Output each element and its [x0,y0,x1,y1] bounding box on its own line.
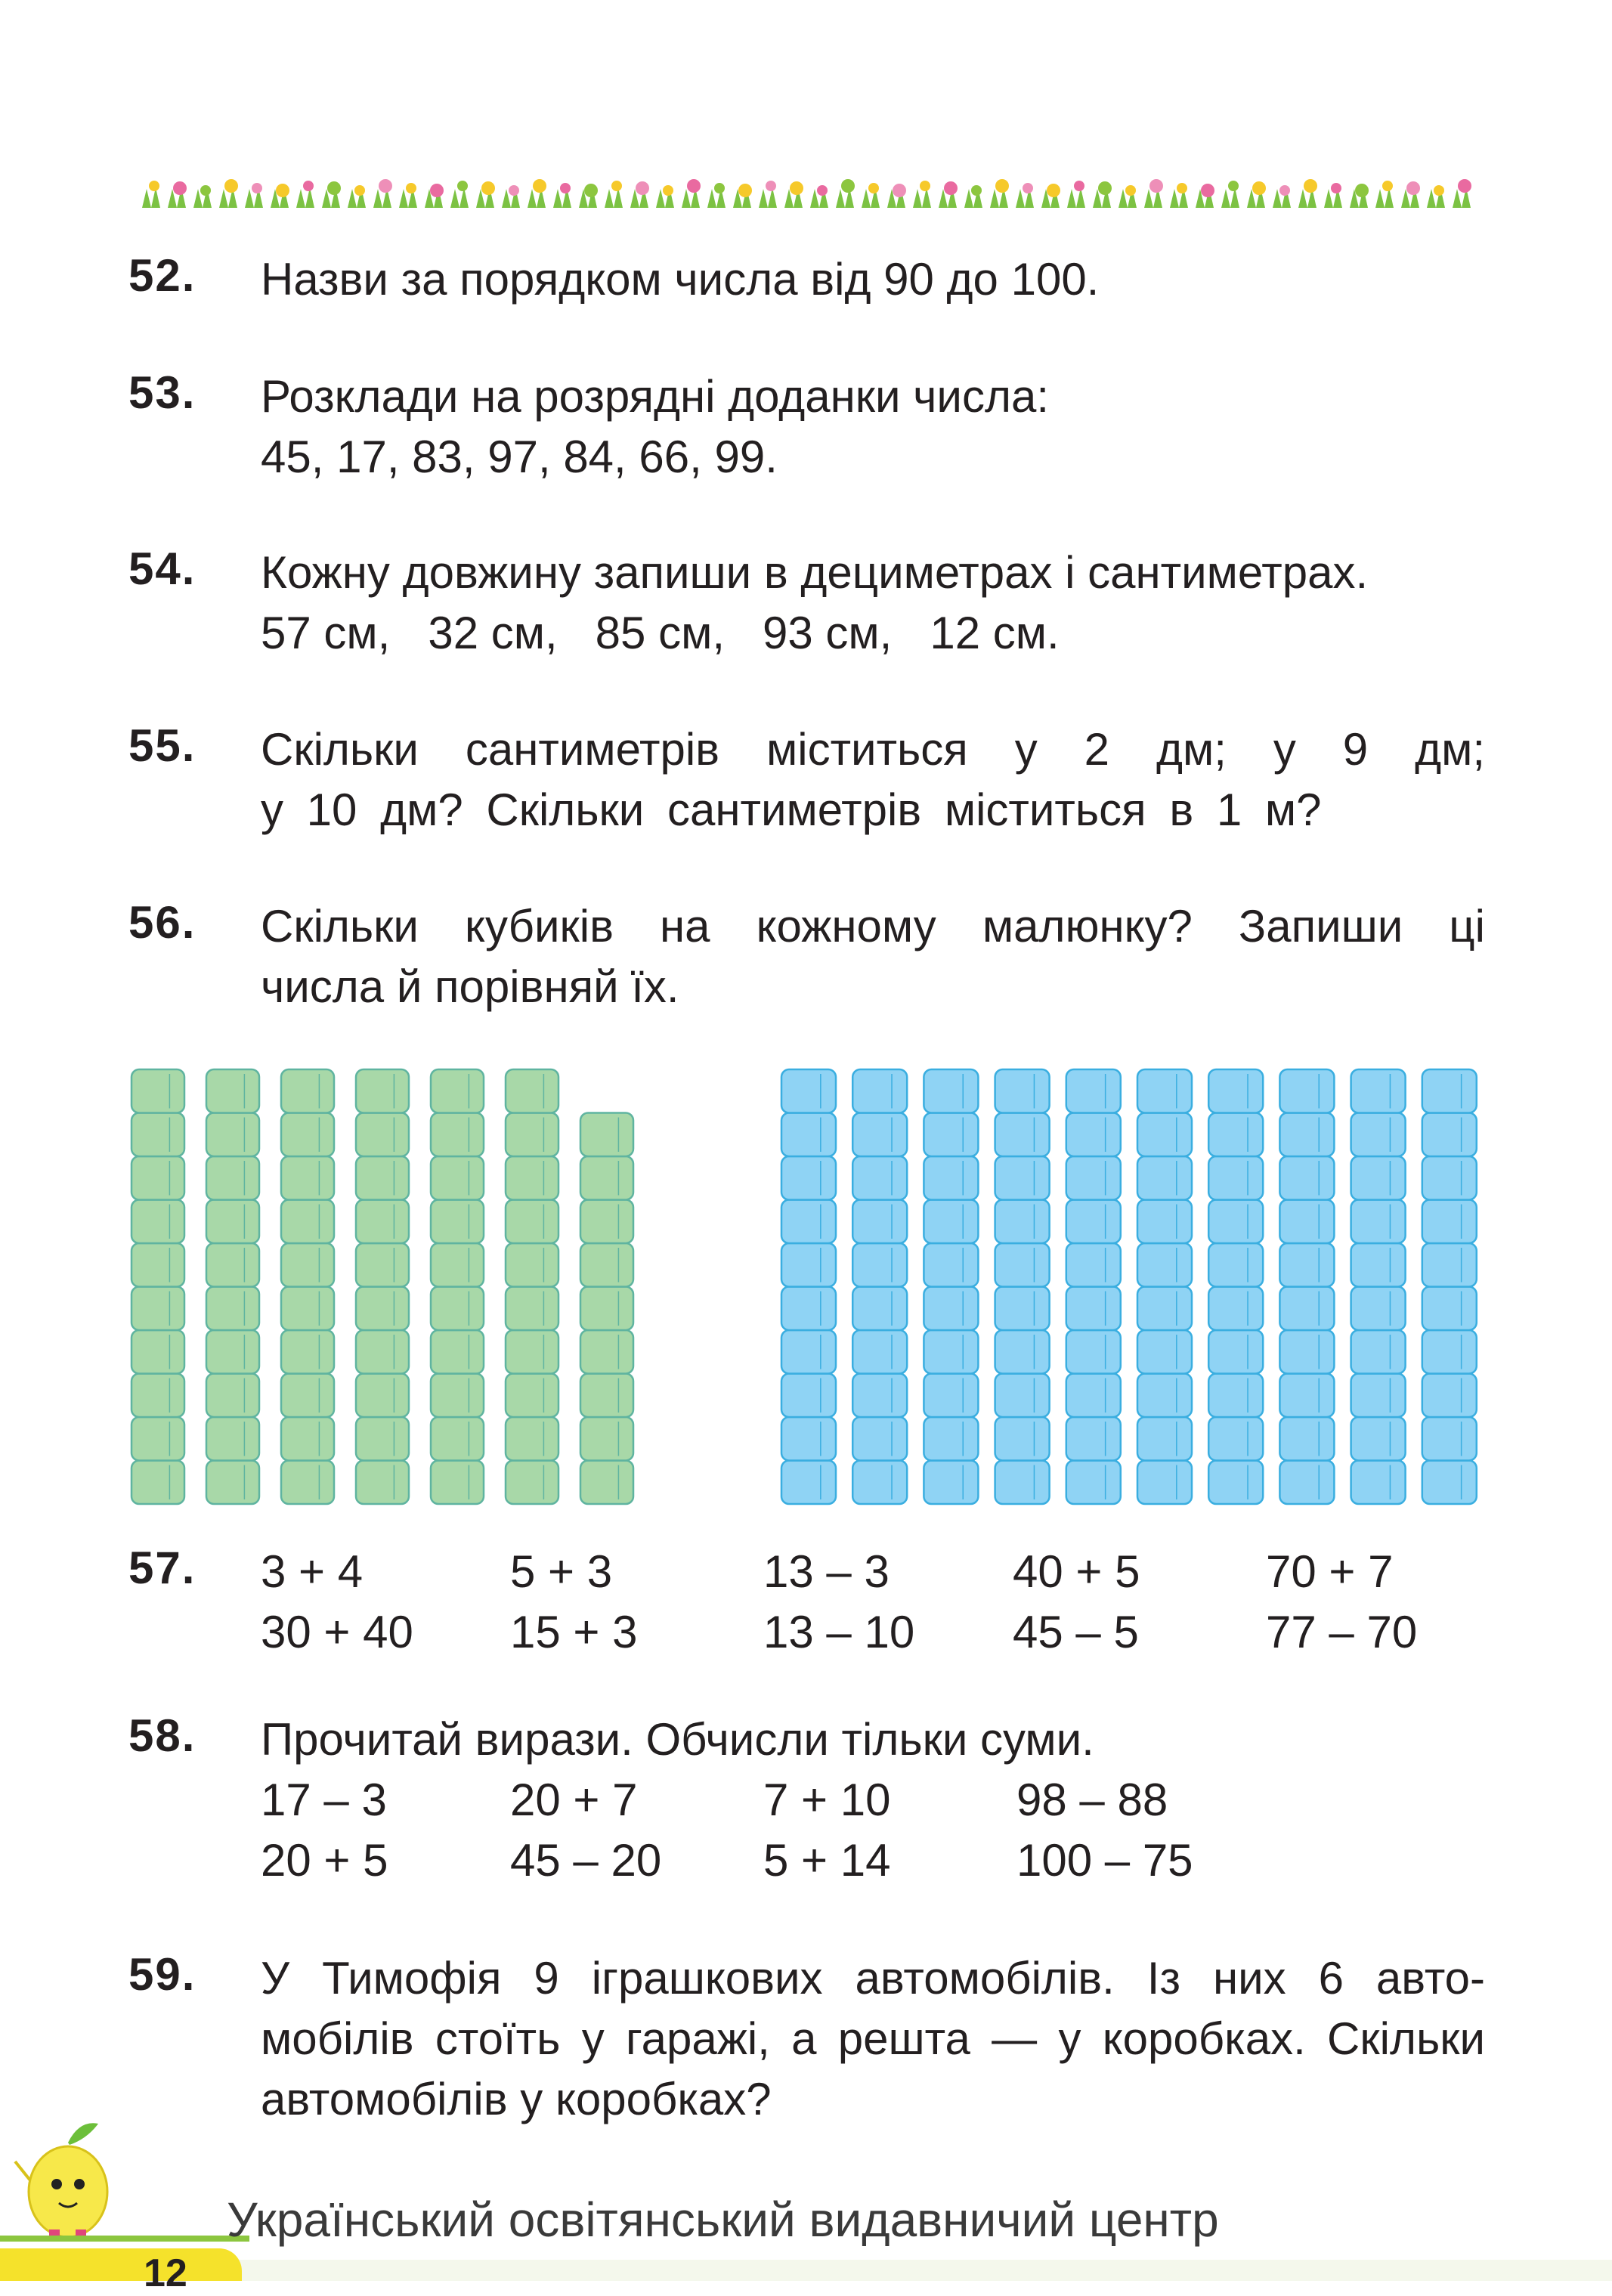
publisher-name: Український освітянський видавничий центр [227,2192,1219,2247]
cube-column [1351,1069,1406,1504]
cube [206,1461,259,1505]
flower-or-chick [1331,183,1341,193]
flower-or-chick [944,181,958,195]
task-text-2: числа й порівняй їх. [261,961,679,1012]
task-number: 56. [128,897,196,948]
cube [1422,1200,1477,1244]
expression: 100 – 75 [1016,1835,1193,1886]
flower-or-chick [738,184,752,197]
cube [1422,1461,1477,1505]
task-lengths: 57 см, 32 см, 85 см, 93 см, 12 см. [261,608,1060,658]
task-text: У Тимофія 9 іграшкових автомобілів. Із них 6 авто- [261,1953,1485,2004]
cube [995,1156,1050,1200]
cube [1351,1287,1406,1331]
flower-or-chick [173,181,187,195]
cube [281,1200,334,1244]
flower-or-chick [481,181,495,195]
cube [580,1113,633,1157]
lemon-mascot-icon [8,2109,136,2241]
cube [781,1287,836,1331]
cube [1066,1330,1121,1374]
expression: 20 + 5 [261,1835,388,1886]
flower-or-chick [1201,184,1214,197]
cube [995,1200,1050,1244]
cube [852,1200,907,1244]
expression: 7 + 10 [763,1775,891,1825]
cube [131,1374,184,1418]
cube [781,1461,836,1505]
cube [356,1069,409,1113]
expression: 3 + 4 [261,1546,364,1597]
flower-or-chick [893,184,906,197]
cube [131,1069,184,1113]
expression: 40 + 5 [1013,1546,1140,1597]
cube [431,1069,484,1113]
cube-column [506,1069,558,1504]
task-number: 59. [128,1949,196,2000]
task-text: Скільки кубиків на кожному малюнку? Запиши ці [261,901,1485,952]
task-number: 54. [128,543,196,594]
cube [995,1243,1050,1287]
expression: 20 + 7 [510,1775,638,1825]
grass-tuft [913,187,931,208]
cube [1422,1156,1477,1200]
cube [995,1417,1050,1461]
cube [1208,1287,1263,1331]
cube [1351,1461,1406,1505]
expression: 17 – 3 [261,1775,387,1825]
flower-or-chick [971,185,982,196]
task-number: 55. [128,720,196,771]
cube [852,1417,907,1461]
flower-or-chick [509,185,519,196]
cube [580,1461,633,1505]
cube [506,1069,558,1113]
cube [781,1156,836,1200]
cube [852,1069,907,1113]
cube [1066,1461,1121,1505]
cube [506,1200,558,1244]
flower-or-chick [1304,179,1317,193]
flower-or-chick [1355,184,1369,197]
cube [281,1287,334,1331]
cube [1279,1417,1334,1461]
cube [206,1069,259,1113]
flower-or-chick [1023,183,1033,193]
expression: 45 – 20 [510,1835,662,1886]
cube [1208,1113,1263,1157]
cube [431,1156,484,1200]
cube [781,1374,836,1418]
cube [131,1156,184,1200]
task-text-3: автомобілів у коробках? [261,2074,772,2124]
cube [131,1200,184,1244]
cube [206,1156,259,1200]
flower-or-chick [687,179,701,193]
cube [281,1461,334,1505]
cube [1137,1156,1192,1200]
cube [1066,1243,1121,1287]
cube [924,1374,978,1418]
cube [1137,1461,1192,1505]
cube-column [580,1113,633,1505]
task-text-2: у 10 дм? Скільки сантиметрів міститься в 1 м? [261,784,1322,835]
cube [356,1156,409,1200]
cube [1208,1243,1263,1287]
cube [924,1200,978,1244]
cube [281,1069,334,1113]
expression: 15 + 3 [510,1607,638,1657]
flower-or-chick [1382,181,1393,191]
cube-column [356,1069,409,1504]
cube [131,1243,184,1287]
flower-or-chick [149,181,159,191]
cube [580,1374,633,1418]
task-text: Скільки сантиметрів міститься у 2 дм; у 9 дм; [261,724,1485,775]
flower-or-chick [533,179,546,193]
cube [281,1417,334,1461]
cube [1279,1113,1334,1157]
cube [1137,1330,1192,1374]
cube [356,1243,409,1287]
cube [1137,1417,1192,1461]
cube-column [1137,1069,1192,1504]
cube [1351,1417,1406,1461]
flower-or-chick [663,185,673,196]
cube [506,1461,558,1505]
cube [1422,1287,1477,1331]
cube-column [1422,1069,1477,1504]
task-text-2: мобілів стоїть у гаражі, а решта — у коробках. Скільки [261,2013,1485,2064]
flower-or-chick [430,184,444,197]
cube [781,1417,836,1461]
cube [995,1069,1050,1113]
cube-column [852,1069,907,1504]
flower-or-chick [457,181,468,191]
expression: 5 + 14 [763,1835,891,1886]
cube [1137,1069,1192,1113]
cube [580,1243,633,1287]
cube-column [1066,1069,1121,1504]
cube [924,1287,978,1331]
cube [1351,1156,1406,1200]
flower-or-chick [303,181,314,191]
cube-column [995,1069,1050,1504]
cube [1208,1461,1263,1505]
cube [431,1461,484,1505]
cube [506,1156,558,1200]
task-text: Прочитай вирази. Обчисли тільки суми. [261,1714,1094,1765]
cube-column [206,1069,259,1504]
grass-tuft [1375,187,1394,208]
cube [852,1374,907,1418]
cube [580,1200,633,1244]
flower-or-chick [354,185,365,196]
cube [995,1287,1050,1331]
flower-or-chick [252,183,262,193]
flower-or-chick [406,183,416,193]
cube [1279,1069,1334,1113]
cube [431,1417,484,1461]
cube [431,1200,484,1244]
cube [995,1113,1050,1157]
cube [1351,1243,1406,1287]
cube [1137,1200,1192,1244]
cube [852,1113,907,1157]
blue-cubes-figure [778,1062,1489,1508]
cube [1422,1243,1477,1287]
cube [580,1330,633,1374]
flower-or-chick [1047,184,1060,197]
cube [206,1374,259,1418]
cube [1422,1417,1477,1461]
cube [356,1330,409,1374]
cube [1422,1069,1477,1113]
cube [924,1113,978,1157]
flower-or-chick [766,181,776,191]
cube [206,1330,259,1374]
flower-or-chick [276,184,289,197]
flower-or-chick [995,179,1009,193]
cube [356,1113,409,1157]
flower-or-chick [1406,181,1420,195]
cube [580,1417,633,1461]
cube [1422,1374,1477,1418]
cube [1351,1330,1406,1374]
cube [781,1243,836,1287]
cube-column [1279,1069,1334,1504]
task-number: 52. [128,250,196,301]
grass-tuft [296,187,314,208]
cube [924,1417,978,1461]
flower-or-chick [1228,181,1239,191]
flower-or-chick [611,181,622,191]
cube [1066,1069,1121,1113]
cube [131,1113,184,1157]
cube [995,1374,1050,1418]
cube [1066,1200,1121,1244]
flower-or-chick [200,185,211,196]
footer-green-rule [0,2236,249,2242]
cube [506,1113,558,1157]
page-number: 12 [144,2251,187,2295]
cube [431,1374,484,1418]
cube [1137,1243,1192,1287]
expression: 5 + 3 [510,1546,613,1597]
cube [356,1287,409,1331]
flower-or-chick [1279,185,1290,196]
cube [431,1113,484,1157]
cube [1279,1374,1334,1418]
green-cubes-figure [128,1062,642,1508]
flower-or-chick [636,181,649,195]
cube [852,1287,907,1331]
flower-or-chick [584,184,598,197]
grass-tuft [142,187,160,208]
cube [1066,1374,1121,1418]
cube [281,1374,334,1418]
cube [506,1330,558,1374]
cube [1351,1200,1406,1244]
cube [431,1330,484,1374]
cube [131,1417,184,1461]
flower-or-chick [868,183,879,193]
cube [852,1156,907,1200]
cube [281,1330,334,1374]
cube [580,1287,633,1331]
task-number: 53. [128,367,196,418]
cube-column [781,1069,836,1504]
cube [995,1330,1050,1374]
cube [356,1461,409,1505]
cube [206,1287,259,1331]
grass-tuft [759,187,777,208]
grass-tuft [605,187,623,208]
cube [1137,1113,1192,1157]
expression: 98 – 88 [1016,1775,1168,1825]
cube [431,1287,484,1331]
flower-or-chick [790,181,803,195]
grass-tuft [450,187,469,208]
cube [206,1200,259,1244]
cube [206,1243,259,1287]
flower-or-chick [1074,181,1084,191]
cube [580,1156,633,1200]
cube [506,1243,558,1287]
cube [1279,1200,1334,1244]
flower-or-chick [841,179,855,193]
cube-column [431,1069,484,1504]
cube [1422,1113,1477,1157]
expression: 45 – 5 [1013,1607,1139,1657]
cube-column [281,1069,334,1504]
task-text: Розклади на розрядні доданки числа: [261,371,1049,422]
cube [356,1200,409,1244]
cube-column [1208,1069,1263,1504]
flower-or-chick [1098,181,1112,195]
task-text: Кожну довжину запиши в дециметрах і сантиметрах. [261,547,1369,598]
cube [1351,1069,1406,1113]
cube [1279,1461,1334,1505]
cube [1066,1156,1121,1200]
flower-or-chick [920,181,930,191]
cube [924,1069,978,1113]
cube [924,1461,978,1505]
cube [995,1461,1050,1505]
cube [506,1287,558,1331]
cube [131,1330,184,1374]
cube [206,1417,259,1461]
task-text: Назви за порядком числа від 90 до 100. [261,254,1100,305]
cube [852,1461,907,1505]
cube [431,1243,484,1287]
task-number: 58. [128,1710,196,1761]
chicks-flowers-border [136,166,1489,212]
cube [924,1243,978,1287]
cube [1208,1156,1263,1200]
cube [1279,1156,1334,1200]
cube [1279,1243,1334,1287]
cube [281,1243,334,1287]
flower-or-chick [1434,185,1444,196]
flower-or-chick [560,183,571,193]
cube [356,1417,409,1461]
expression: 13 – 3 [763,1546,890,1597]
cube [1279,1287,1334,1331]
flower-or-chick [327,181,341,195]
page-number-tab [0,2248,242,2281]
cube [1137,1287,1192,1331]
expression: 77 – 70 [1266,1607,1418,1657]
cube [781,1069,836,1113]
task-number: 57. [128,1543,196,1593]
cube [506,1417,558,1461]
cube [1351,1113,1406,1157]
cube [1208,1069,1263,1113]
cube [1066,1287,1121,1331]
cube [924,1156,978,1200]
cube [506,1374,558,1418]
flower-or-chick [224,179,238,193]
cube [852,1330,907,1374]
grass-tuft [1221,187,1239,208]
flower-or-chick [1458,179,1471,193]
cube [1137,1374,1192,1418]
expression: 13 – 10 [763,1607,915,1657]
cube [1208,1330,1263,1374]
cube [1066,1113,1121,1157]
cube [131,1287,184,1331]
grass-tuft [1067,187,1085,208]
cube [356,1374,409,1418]
cube [852,1243,907,1287]
flower-or-chick [1252,181,1266,195]
cube [1422,1330,1477,1374]
flower-or-chick [1149,179,1163,193]
expression: 70 + 7 [1266,1546,1394,1597]
cube [1208,1374,1263,1418]
task-numbers: 45, 17, 83, 97, 84, 66, 99. [261,432,778,482]
cube-column [924,1069,978,1504]
cube [206,1113,259,1157]
flower-or-chick [817,185,828,196]
expression: 30 + 40 [261,1607,413,1657]
cube [1279,1330,1334,1374]
cube [281,1113,334,1157]
cube [781,1113,836,1157]
cube [281,1156,334,1200]
cube-column [131,1069,184,1504]
cube [131,1461,184,1505]
cube [1351,1374,1406,1418]
flower-or-chick [1177,183,1187,193]
cube [781,1330,836,1374]
flower-or-chick [379,179,392,193]
cube [1066,1417,1121,1461]
flower-or-chick [1125,185,1136,196]
cube [924,1330,978,1374]
cube [1208,1200,1263,1244]
cube [1208,1417,1263,1461]
flower-or-chick [714,183,725,193]
cube [781,1200,836,1244]
